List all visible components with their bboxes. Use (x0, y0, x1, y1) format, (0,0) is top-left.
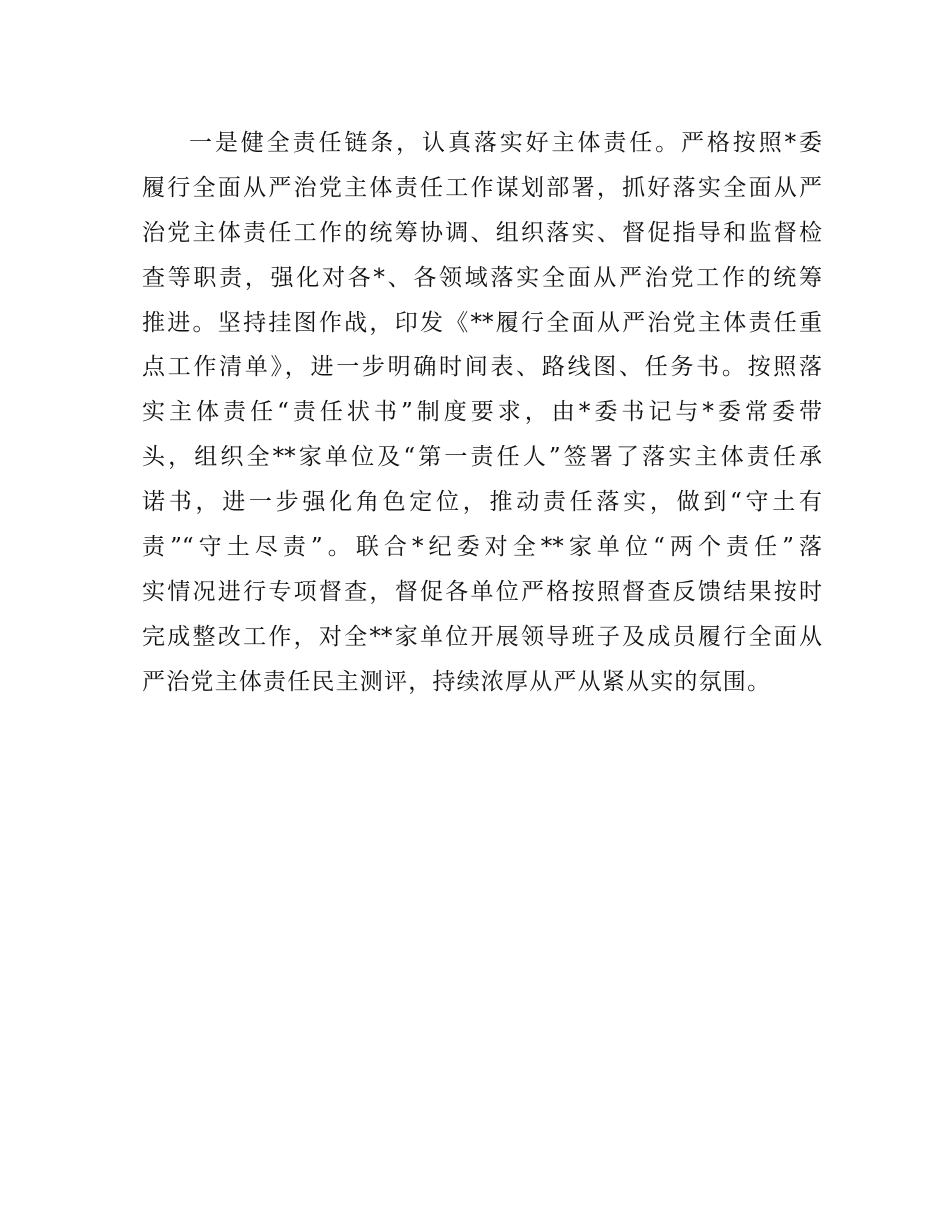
body-paragraph (142, 121, 822, 705)
paragraph-line: 点工作清单》，进一步明确时间表、路线图、任务书。按照落 (142, 354, 822, 381)
paragraph-line: 一是健全责任链条，认真落实好主体责任。严格按照*委 (189, 130, 822, 156)
paragraph-line: 诺书，进一步强化角色定位，推动责任落实，做到“守土有 (142, 489, 822, 516)
paragraph-line: 完成整改工作，对全**家单位开展领导班子及成员履行全面从 (142, 623, 822, 650)
paragraph-line: 履行全面从严治党主体责任工作谋划部署，抓好落实全面从严 (142, 174, 822, 201)
paragraph-line: 头，组织全**家单位及“第一责任人”签署了落实主体责任承 (142, 444, 822, 471)
paragraph-line: 实主体责任“责任状书”制度要求，由*委书记与*委常委带 (142, 399, 822, 426)
paragraph-line: 实情况进行专项督查，督促各单位严格按照督查反馈结果按时 (142, 578, 822, 605)
paragraph-line: 查等职责，强化对各*、各领域落实全面从严治党工作的统筹 (142, 264, 822, 291)
paragraph-line: 治党主体责任工作的统筹协调、组织落实、督促指导和监督检 (142, 219, 822, 246)
paragraph-line: 严治党主体责任民主测评，持续浓厚从严从紧从实的氛围。 (142, 668, 772, 695)
paragraph-line: 责”“守土尽责”。联合*纪委对全**家单位“两个责任”落 (142, 534, 822, 561)
paragraph-line: 推进。坚持挂图作战，印发《**履行全面从严治党主体责任重 (142, 309, 822, 336)
